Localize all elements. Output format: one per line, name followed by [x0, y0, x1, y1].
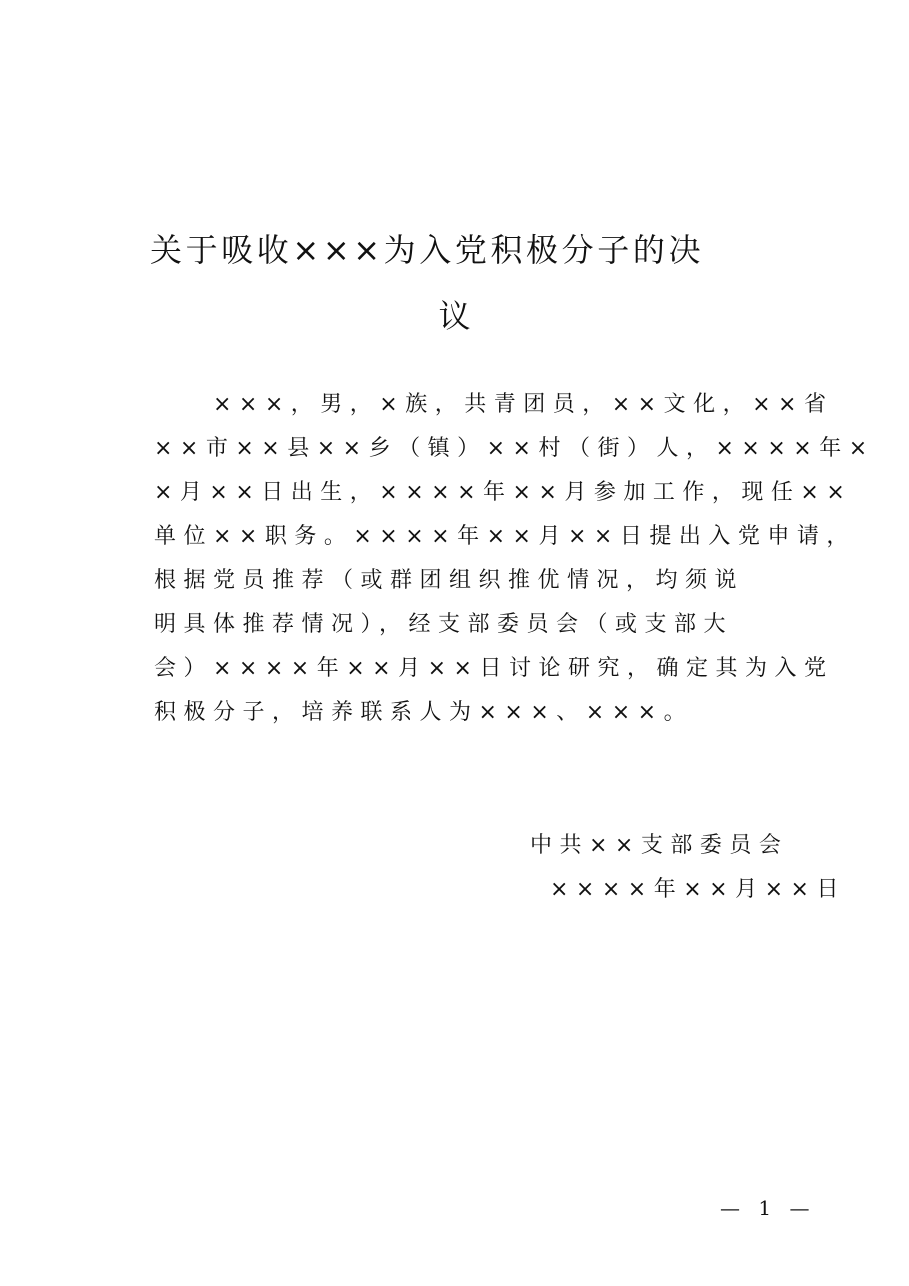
body-line-1: ×××，男，×族，共青团员，××文化，××省	[154, 392, 834, 417]
document-title-line-1: 关于吸收×××为入党积极分子的决	[150, 231, 705, 269]
body-line-3: ×月××日出生，××××年××月参加工作，现任××	[154, 480, 853, 505]
page-number: — 1 —	[720, 1196, 816, 1220]
body-line-8: 积极分子，培养联系人为×××、×××。	[154, 700, 694, 725]
document-title-line-2: 议	[438, 297, 471, 335]
body-line-5: 根据党员推荐（或群团组织推优情况，均须说	[154, 568, 745, 593]
body-line-6: 明具体推荐情况），经支部委员会（或支部大	[154, 612, 734, 637]
signature-date: ××××年××月××日	[550, 877, 846, 902]
body-line-7: 会）××××年××月××日讨论研究，确定其为入党	[154, 656, 834, 681]
signature-organization: 中共××支部委员会	[530, 833, 789, 858]
body-line-2: ××市××县××乡（镇）××村（街）人，××××年×	[154, 436, 875, 461]
body-line-4: 单位××职务。××××年××月××日提出入党申请，	[154, 524, 856, 549]
